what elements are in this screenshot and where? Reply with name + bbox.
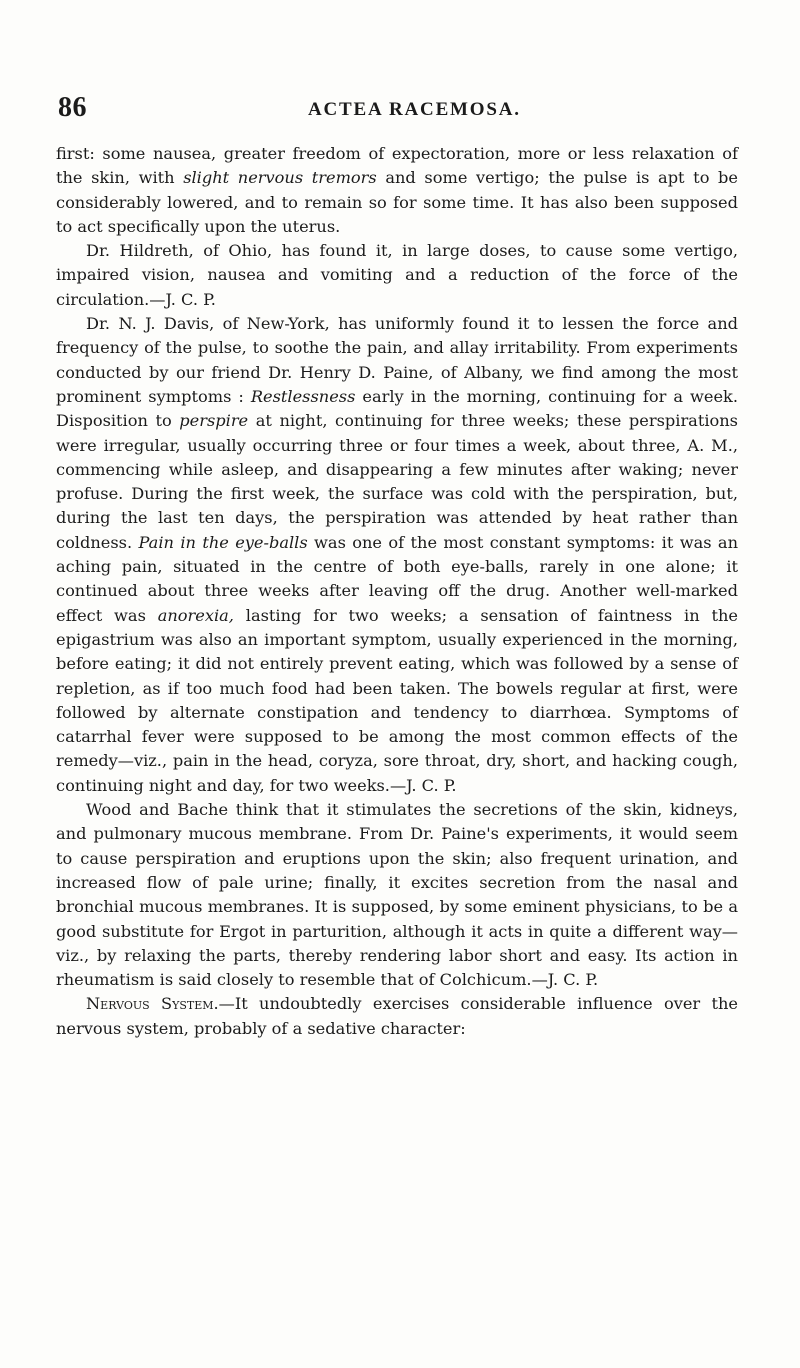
paragraph-1-tail: and some vertigo; the pulse is apt to be considerably lowered, and to remain so for some time. It has also been supposed to act specifically upon the uterus. [56,168,738,236]
paragraph-3-mid-1: early in the morning, continuing for a week. Disposition to [56,386,738,431]
paragraph-2: Dr. Hildreth, of Ohio, has found it, in large doses, to cause some vertigo, impaired vision, nausea and vomiting and a reduction of the force of the circulation.—J. C. P. [56,241,738,309]
paragraph-3-emphasis-perspire: perspire [179,411,249,431]
paragraph-5 [56,992,738,1041]
paragraph-5-text: —It undoubtedly exercises considerable influence over the nervous system, probably of a sedative character: [56,994,738,1038]
paragraph-3-mid-3: was one of the most constant symptoms: it was an aching pain, situated in the centre of both eye-balls, rarely in one alone; it continued about three weeks after leaving off the drug. Another well-marked effect was [56,532,739,625]
paragraph-3-mid-2: at night, continuing for three weeks; these perspirations were irregular, usually occurring three or four times a week, about three, A. M., commencing while asleep, and disappearing a few minutes after waking; never profuse. During the first week, the surface was cold with the perspiration, but, during the last ten days, the perspiration was attended by heat rather than coldness. [56,411,738,552]
paragraph-1 [56,142,738,239]
paragraph-3-emphasis-restlessness: Restlessness [250,386,356,406]
paragraph-3-tail: lasting for two weeks; a sensation of faintness in the epigastrium was also an important symptom, usually experienced in the morning, before eating; it did not entirely prevent eating, which was followed by a sense of repletion, as if too much food had been taken. The bowels regular at first, were followed by alternate constipation and tendency to diarrhœa. Symptoms of catarrhal fever were supposed to be among the most common effects of the remedy—viz., pain in the head, coryza, sore throat, dry, short, and hacking cough, continuing night and day, for two weeks.—J. C. P. [56,605,738,795]
page-header [58,88,748,128]
body-text [56,142,738,1041]
paragraph-3 [56,312,738,798]
paragraph-1-lead: first: some nausea, greater freedom of expectoration, more or less relaxation of the skin, with [56,144,738,188]
paragraph-3-emphasis-pain: Pain in the eye-balls [138,532,308,552]
paragraph-3-emphasis-anorexia: anorexia, [157,605,234,625]
page-number: 86 [58,92,87,123]
section-heading-nervous-system: Nervous System. [86,994,219,1014]
running-head: ACTEA RACEMOSA. [308,99,521,120]
paragraph-1-emphasis: slight nervous tremors [183,168,377,188]
paragraph-3-lead: Dr. N. J. Davis, of New-York, has uniformly found it to lessen the force and frequency of the pulse, to soothe the pain, and allay irritability. From experiments conducted by our friend Dr. Henry D. Paine, of Albany, we find among the most prominent symptoms : [56,314,738,406]
paragraph-4: Wood and Bache think that it stimulates the secretions of the skin, kidneys, and pulmonary mucous membrane. From Dr. Paine's experiments, it would seem to cause perspiration and eruptions upon the skin; also frequent urination, and increased flow of pale urine; finally, it excites secretion from the nasal and bronchial mucous membranes. It is supposed, by some eminent physicians, to be a good substitute for Ergot in parturition, although it acts in quite a different way—viz., by relaxing the parts, thereby rendering labor short and easy. Its action in rheumatism is said closely to resemble that of Colchicum.—J. C. P. [56,800,738,990]
